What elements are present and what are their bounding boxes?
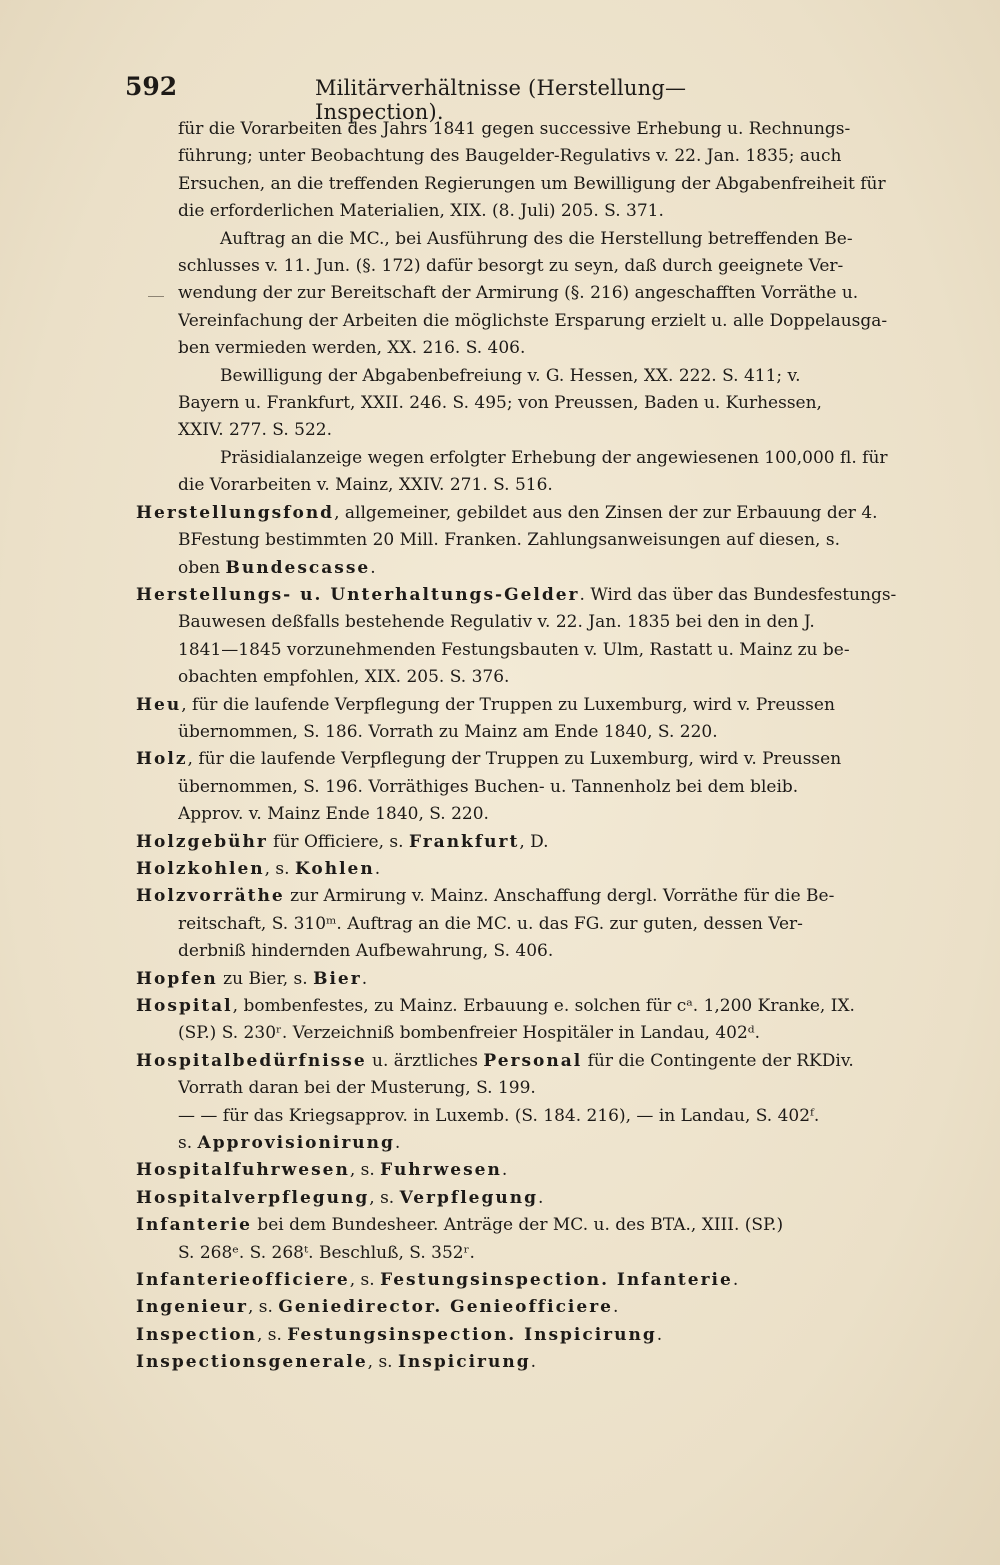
- index-entry-line: [136, 692, 938, 719]
- text-run: Ersuchen, an die treffenden Regierungen um Bewilligung der Abgabenfreiheit für: [178, 173, 886, 194]
- text-run: .: [656, 1324, 663, 1345]
- text-run: bei dem Bundesheer. Anträge der MC. u. des BTA., XIII. (SP.): [251, 1215, 784, 1236]
- text-line: [178, 390, 938, 417]
- text-run: S. 268ᵉ. S. 268ᵗ. Beschluß, S. 352ʳ.: [178, 1242, 475, 1263]
- text-run: .: [374, 858, 381, 879]
- text-run: , s.: [247, 1297, 279, 1318]
- text-run: zu Bier, s.: [217, 968, 314, 989]
- text-run: für die Vorarbeiten des Jahrs 1841 gegen successive Erhebung u. Rechnungs-: [178, 119, 851, 139]
- spaced-keyword: Verpflegung: [399, 1187, 538, 1208]
- text-line: [178, 143, 938, 170]
- spaced-keyword: Holzgebühr: [136, 831, 268, 852]
- spaced-keyword: Inspicirung: [397, 1352, 531, 1373]
- text-line: [178, 280, 938, 307]
- text-run: Bewilligung der Abgabenbefreiung v. G. Hessen, XX. 222. S. 411; v.: [220, 365, 801, 386]
- text-run: 1841—1845 vorzunehmenden Festungsbauten v. Ulm, Rastatt u. Mainz zu be-: [178, 639, 850, 660]
- text-line: [178, 637, 938, 664]
- text-run: für die Contingente der RKDiv.: [582, 1050, 854, 1071]
- text-run: ben vermieden werden, XX. 216. S. 406.: [178, 338, 526, 359]
- text-line: [178, 116, 938, 143]
- spaced-keyword: Herstellungs- u. Unterhaltungs-Gelder: [136, 584, 580, 605]
- spaced-keyword: Hospitalverpflegung: [136, 1187, 370, 1208]
- text-line: [178, 335, 938, 362]
- text-run: , für die laufende Verpflegung der Truppen zu Luxemburg, wird v. Preussen: [187, 749, 842, 770]
- text-run: die Vorarbeiten v. Mainz, XXIV. 271. S. 516.: [178, 475, 553, 496]
- spaced-keyword: Ingenieur: [136, 1297, 248, 1318]
- text-run: BFestung bestimmten 20 Mill. Franken. Zahlungsanweisungen auf diesen, s.: [178, 530, 840, 551]
- spaced-keyword: Bier: [313, 968, 362, 989]
- text-run: übernommen, S. 196. Vorräthiges Buchen- u. Tannenholz bei dem bleib.: [178, 776, 799, 797]
- spaced-keyword: Inspectionsgenerale: [136, 1352, 368, 1373]
- text-run: .: [537, 1187, 544, 1208]
- text-run: , s.: [349, 1160, 381, 1181]
- spaced-keyword: Hospital: [136, 996, 233, 1016]
- text-line: [178, 1130, 938, 1157]
- text-run: , s.: [349, 1270, 381, 1291]
- text-run: , allgemeiner, gebildet aus den Zinsen der zur Erbauung der 4.: [334, 502, 878, 523]
- spaced-keyword: Hopfen: [136, 968, 218, 989]
- text-run: führung; unter Beobachtung des Baugelder-Regulativs v. 22. Jan. 1835; auch: [178, 146, 842, 167]
- index-entry-line: [136, 1212, 938, 1239]
- index-entry-line: [136, 1157, 938, 1184]
- text-line: [178, 198, 938, 225]
- text-run: Vorrath daran bei der Musterung, S. 199.: [178, 1078, 536, 1099]
- text-line: [178, 171, 938, 198]
- text-line: [178, 801, 938, 828]
- index-entry-line: [136, 993, 938, 1020]
- text-line: [178, 417, 938, 444]
- text-run: .: [530, 1352, 536, 1373]
- text-line: [178, 911, 938, 938]
- spaced-keyword: Holzkohlen: [136, 858, 265, 879]
- text-run: für Officiere, s.: [267, 831, 409, 852]
- text-run: .: [501, 1160, 508, 1181]
- text-run: , D.: [519, 831, 549, 852]
- spaced-keyword: Festungsinspection. Inspicirung: [287, 1324, 657, 1345]
- text-run: , s.: [369, 1187, 400, 1208]
- text-run: wendung der zur Bereitschaft der Armirung (§. 216) angeschafften Vorräthe u.: [178, 283, 859, 304]
- spaced-keyword: Infanterie: [136, 1215, 252, 1236]
- text-run: .: [370, 557, 376, 578]
- spaced-keyword: Personal: [483, 1050, 583, 1071]
- text-line: [178, 1103, 938, 1130]
- index-entry-line: [136, 582, 938, 609]
- text-run: — — für das Kriegsapprov. in Luxemb. (S. 184. 216), — in Landau, S. 402ᶠ.: [178, 1105, 820, 1126]
- text-run: oben: [178, 557, 226, 578]
- text-line: [178, 719, 938, 746]
- spaced-keyword: Inspection: [136, 1324, 257, 1345]
- running-title: Militärverhältnisse (Herstellung—Inspection).: [314, 76, 687, 124]
- text-line: [178, 445, 938, 472]
- spaced-keyword: Holzvorräthe: [136, 886, 285, 907]
- spaced-keyword: Hospitalbedürfnisse: [136, 1050, 367, 1071]
- index-entry-line: [136, 1267, 938, 1294]
- index-entry-line: [136, 829, 938, 856]
- text-line: [178, 1020, 938, 1047]
- spaced-keyword: Frankfurt: [408, 831, 520, 852]
- index-entry-line: [136, 1048, 938, 1075]
- text-run: XXIV. 277. S. 522.: [178, 420, 332, 441]
- index-entry-line: [136, 883, 938, 910]
- text-run: .: [612, 1297, 619, 1318]
- text-run: Bauwesen deßfalls bestehende Regulativ v. 22. Jan. 1835 bei den in den J.: [178, 612, 815, 633]
- spaced-keyword: Bundescasse: [225, 557, 371, 578]
- spaced-keyword: Approvisionirung: [197, 1133, 395, 1154]
- text-run: derbniß hindernden Aufbewahrung, S. 406.: [178, 941, 554, 962]
- index-entry-line: [136, 500, 938, 527]
- text-run: obachten empfohlen, XIX. 205. S. 376.: [178, 667, 510, 688]
- text-run: , s.: [256, 1324, 288, 1345]
- spaced-keyword: Geniedirector. Genieofficiere: [278, 1297, 613, 1318]
- page-number: 592: [125, 72, 178, 101]
- page-header: [125, 72, 790, 124]
- text-run: Bayern u. Frankfurt, XXII. 246. S. 495; von Preussen, Baden u. Kurhessen,: [178, 393, 822, 414]
- text-run: Präsidialanzeige wegen erfolgter Erhebung der angewiesenen 100,000 fl. für: [220, 447, 888, 468]
- text-line: [178, 226, 938, 253]
- text-run: , bombenfestes, zu Mainz. Erbauung e. solchen für cᵃ. 1,200 Kranke, IX.: [232, 996, 855, 1016]
- spaced-keyword: Holz: [136, 749, 188, 770]
- text-line: [178, 363, 938, 390]
- text-line: [178, 253, 938, 280]
- text-run: .: [361, 968, 368, 989]
- text-run: reitschaft, S. 310ᵐ. Auftrag an die MC. u. das FG. zur guten, dessen Ver-: [178, 913, 803, 934]
- text-run: (SP.) S. 230ʳ. Verzeichniß bombenfreier Hospitäler in Landau, 402ᵈ.: [178, 1023, 761, 1044]
- text-line: [178, 609, 938, 636]
- index-entry-line: [136, 966, 938, 993]
- text-run: die erforderlichen Materialien, XIX. (8. Juli) 205. S. 371.: [178, 201, 664, 222]
- spaced-keyword: Festungsinspection. Infanterie: [380, 1270, 733, 1291]
- text-line: [178, 1240, 938, 1267]
- spaced-keyword: Hospitalfuhrwesen: [136, 1160, 350, 1181]
- text-run: , für die laufende Verpflegung der Truppen zu Luxemburg, wird v. Preussen: [181, 694, 835, 715]
- text-run: . Wird das über das Bundesfestungs-: [579, 584, 897, 605]
- text-line: [178, 555, 938, 582]
- text-run: Approv. v. Mainz Ende 1840, S. 220.: [178, 804, 489, 825]
- index-text: [136, 116, 938, 1377]
- text-run: , s.: [264, 858, 295, 879]
- index-entry-line: [136, 746, 938, 773]
- spaced-keyword: Herstellungsfond: [136, 502, 335, 523]
- spaced-keyword: Heu: [136, 694, 182, 715]
- text-run: s.: [178, 1133, 198, 1154]
- spaced-keyword: Fuhrwesen: [380, 1160, 502, 1181]
- text-run: .: [394, 1133, 401, 1154]
- text-run: , s.: [367, 1352, 398, 1373]
- index-entry-line: [136, 1294, 938, 1321]
- text-run: u. ärztliches: [366, 1050, 484, 1071]
- index-entry-line: [136, 1322, 938, 1349]
- text-line: [178, 774, 938, 801]
- text-run: Vereinfachung der Arbeiten die möglichste Ersparung erzielt u. alle Doppelausga-: [178, 310, 888, 331]
- text-line: [178, 527, 938, 554]
- text-line: [178, 1075, 938, 1102]
- text-line: [178, 472, 938, 499]
- text-line: [178, 664, 938, 691]
- text-line: [178, 938, 938, 965]
- text-run: schlusses v. 11. Jun. (§. 172) dafür besorgt zu seyn, daß durch geeignete Ver-: [178, 256, 844, 277]
- index-entry-line: [136, 1185, 938, 1212]
- index-entry-line: [136, 1349, 938, 1376]
- spaced-keyword: Infanterieofficiere: [136, 1270, 350, 1291]
- text-run: übernommen, S. 186. Vorrath zu Mainz am Ende 1840, S. 220.: [178, 721, 718, 742]
- text-run: Auftrag an die MC., bei Ausführung des die Herstellung betreffenden Be-: [220, 228, 853, 249]
- spaced-keyword: Kohlen: [294, 858, 375, 879]
- margin-mark: [148, 296, 164, 297]
- text-run: zur Armirung v. Mainz. Anschaffung dergl. Vorräthe für die Be-: [284, 886, 835, 907]
- text-run: .: [732, 1270, 739, 1291]
- text-line: [178, 308, 938, 335]
- index-entry-line: [136, 856, 938, 883]
